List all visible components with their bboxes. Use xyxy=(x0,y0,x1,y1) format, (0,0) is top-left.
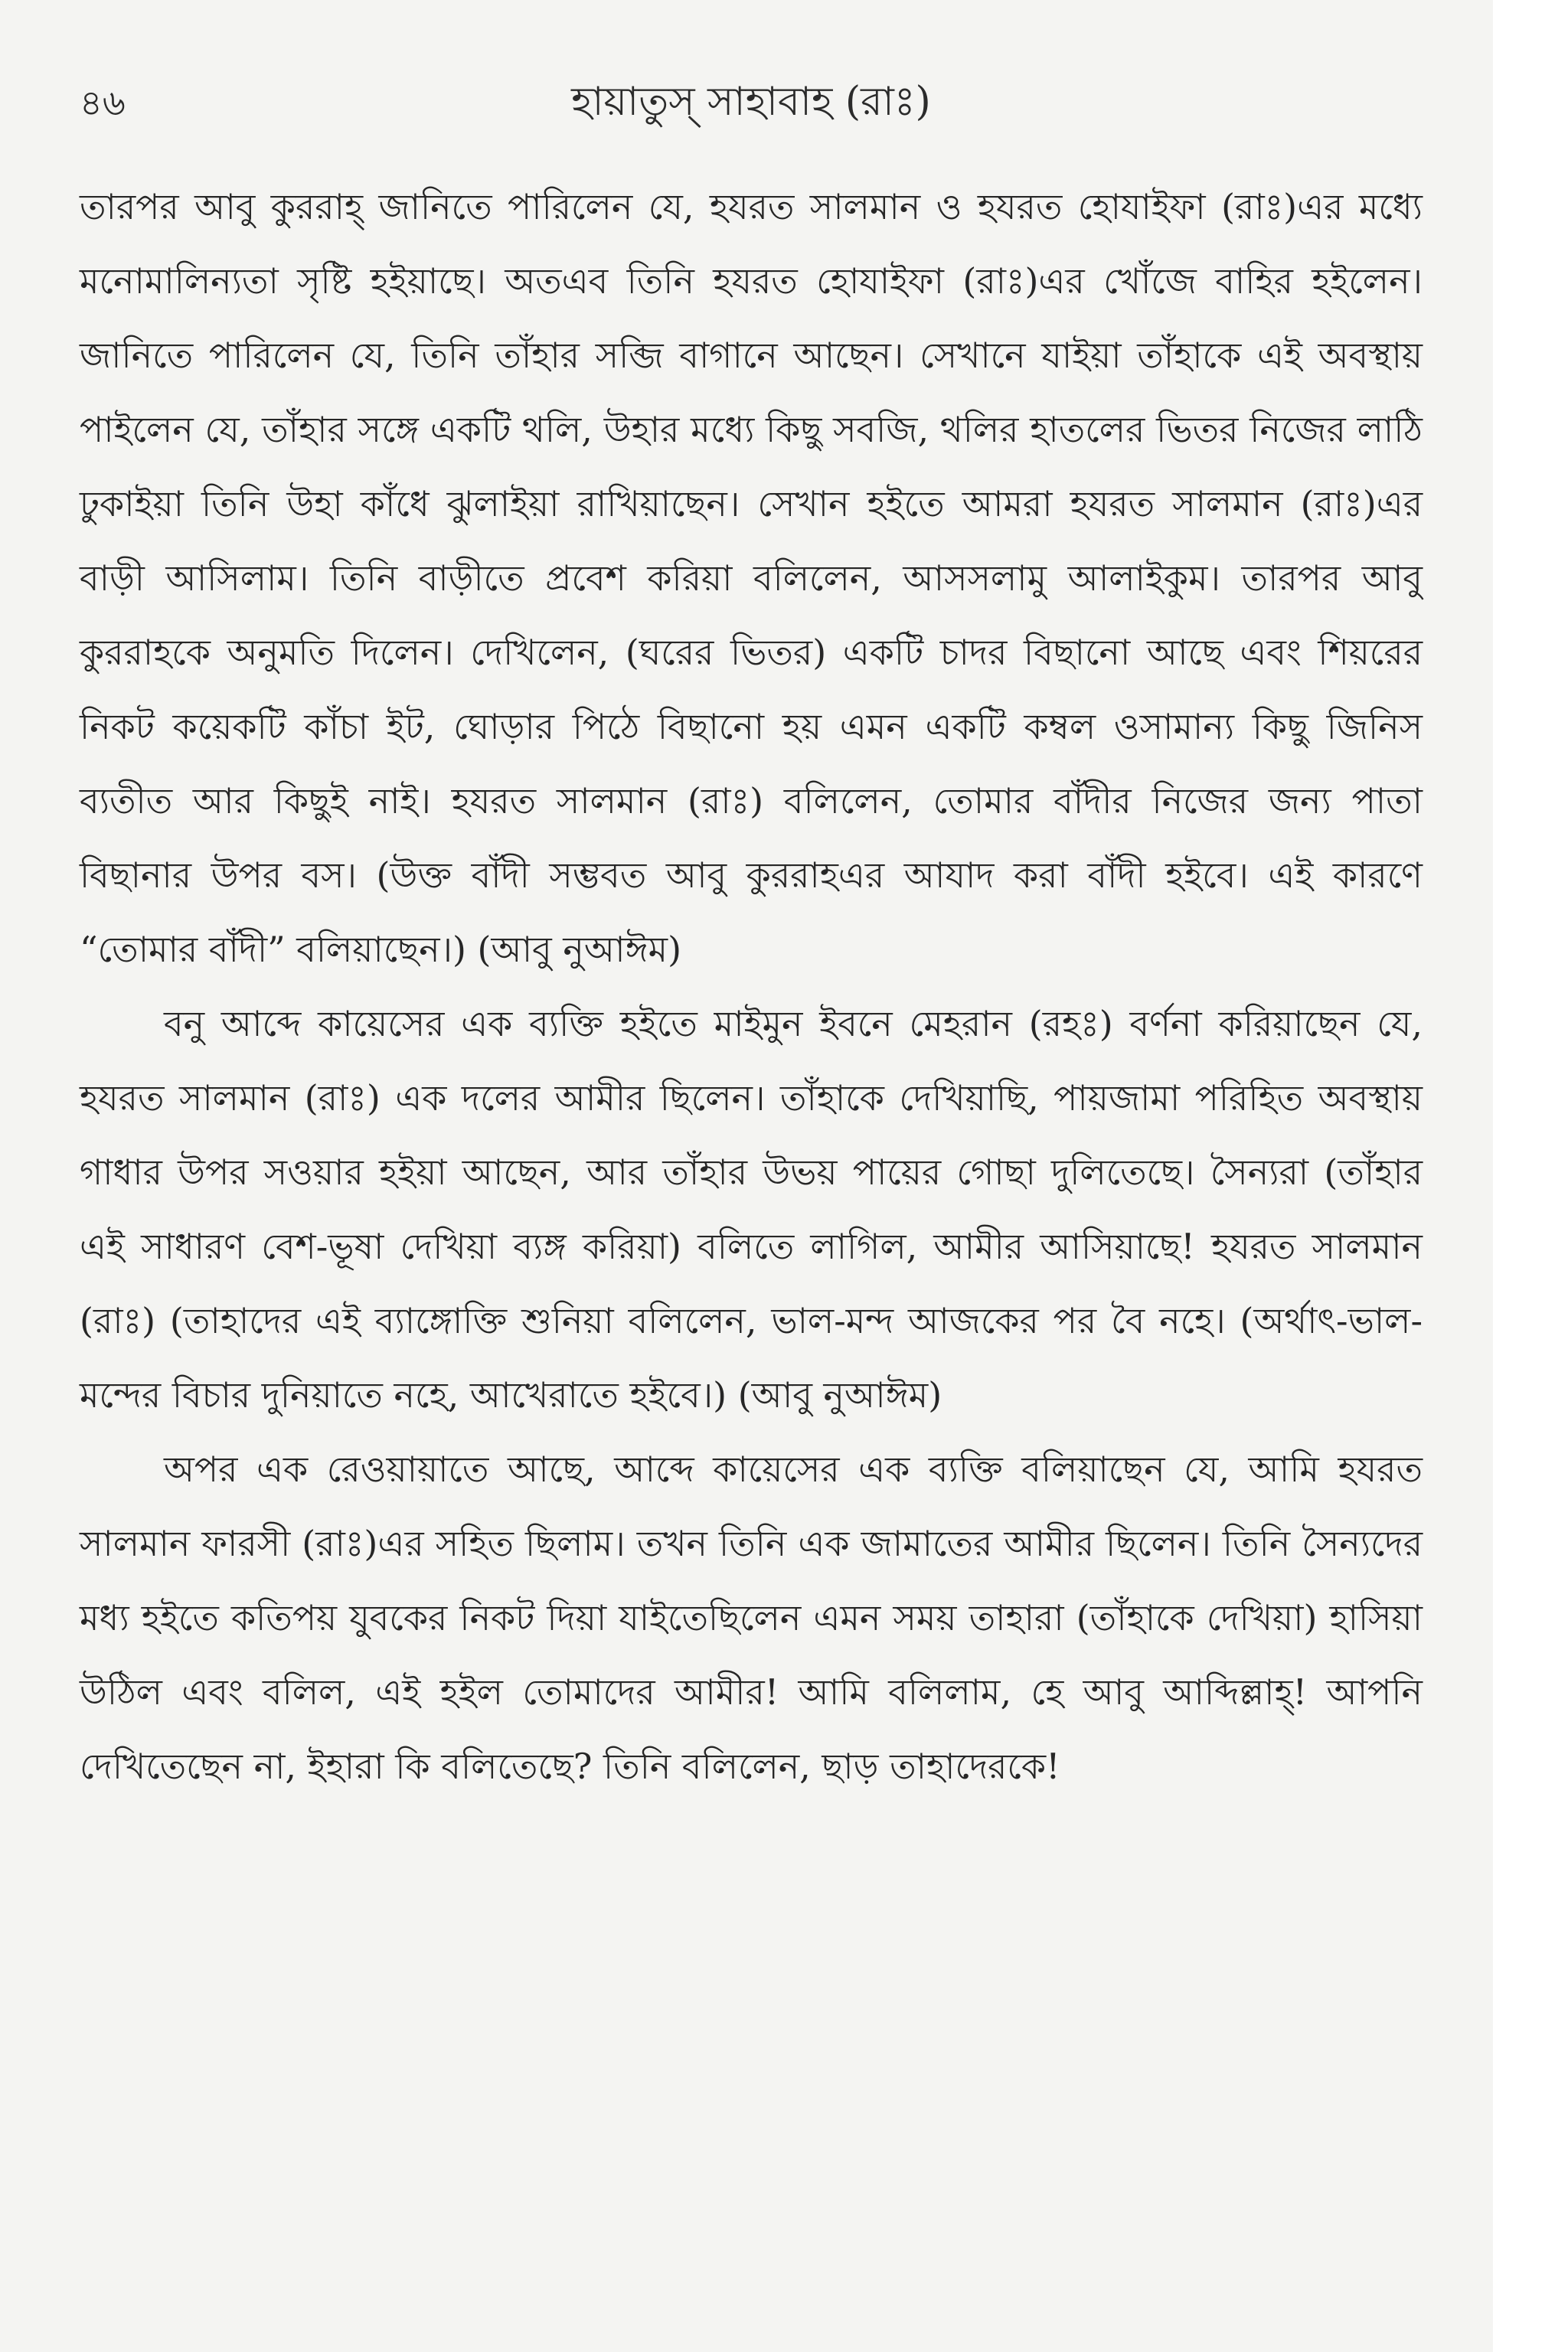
body-text xyxy=(80,170,1423,1804)
running-title: হায়াতুস্ সাহাবাহ (রাঃ) xyxy=(571,79,931,125)
paragraph: বনু আব্দে কায়েসের এক ব্যক্তি হইতে মাইমুন ইবনে মেহরান (রহঃ) বর্ণনা করিয়াছেন যে, হযরত সালমান (রাঃ) এক দলের আমীর ছিলেন। তাঁহাকে দেখিয়াছি, পায়জামা পরিহিত অবস্থায় গাধার উপর সওয়ার হইয়া আছেন, আর তাঁহার উভয় পায়ের গোছা দুলিতেছে। সৈন্যরা (তাঁহার এই সাধারণ বেশ-ভূষা দেখিয়া ব্যঙ্গ করিয়া) বলিতে লাগিল, আমীর আসিয়াছে! হযরত সালমান (রাঃ) (তাহাদের এই ব্যাঙ্গোক্তি শুনিয়া বলিলেন, ভাল-মন্দ আজকের পর বৈ নহে। (অর্থাৎ-ভাল-মন্দের বিচার দুনিয়াতে নহে, আখেরাতে হইবে।) (আবু নুআঈম) xyxy=(80,1003,1423,1416)
paragraph: তারপর আবু কুররাহ্ জানিতে পারিলেন যে, হযরত সালমান ও হযরত হোযাইফা (রাঃ)এর মধ্যে মনোমালিন্যতা সৃষ্টি হইয়াছে। অতএব তিনি হযরত হোযাইফা (রাঃ)এর খোঁজে বাহির হইলেন। জানিতে পারিলেন যে, তিনি তাঁহার সব্জি বাগানে আছেন। সেখানে যাইয়া তাঁহাকে এই অবস্থায় পাইলেন যে, তাঁহার সঙ্গে একটি থলি, উহার মধ্যে কিছু সবজি, থলির হাতলের ভিতর নিজের লাঠি ঢুকাইয়া তিনি উহা কাঁধে ঝুলাইয়া রাখিয়াছেন। সেখান হইতে আমরা হযরত সালমান (রাঃ)এর বাড়ী আসিলাম। তিনি বাড়ীতে প্রবেশ করিয়া বলিলেন, আসসলামু আলাইকুম। তারপর আবু কুররাহকে অনুমতি দিলেন। দেখিলেন, (ঘরের ভিতর) একটি চাদর বিছানো আছে এবং শিয়রের নিকট কয়েকটি কাঁচা ইট, ঘোড়ার পিঠে বিছানো হয় এমন একটি কম্বল ওসামান্য কিছু জিনিস ব্যতীত আর কিছুই নাই। হযরত সালমান (রাঃ) বলিলেন, তোমার বাঁদীর নিজের জন্য পাতা বিছানার উপর বস। (উক্ত বাঁদী সম্ভবত আবু কুররাহএর আযাদ করা বাঁদী হইবে। এই কারণে “তোমার বাঁদী” বলিয়াছেন।) (আবু নুআঈম) xyxy=(80,186,1423,970)
page-number: ৪৬ xyxy=(80,82,126,123)
page-header xyxy=(80,63,1423,132)
paragraph: অপর এক রেওয়ায়াতে আছে, আব্দে কায়েসের এক ব্যক্তি বলিয়াছেন যে, আমি হযরত সালমান ফারসী (রাঃ)এর সহিত ছিলাম। তখন তিনি এক জামাতের আমীর ছিলেন। তিনি সৈন্যদের মধ্য হইতে কতিপয় যুবকের নিকট দিয়া যাইতেছিলেন এমন সময় তাহারা (তাঁহাকে দেখিয়া) হাসিয়া উঠিল এবং বলিল, এই হইল তোমাদের আমীর! আমি বলিলাম, হে আবু আব্দিল্লাহ্! আপনি দেখিতেছেন না, ইহারা কি বলিতেছে? তিনি বলিলেন, ছাড় তাহাদেরকে! xyxy=(80,1449,1423,1787)
page-margin xyxy=(1493,0,1568,2352)
